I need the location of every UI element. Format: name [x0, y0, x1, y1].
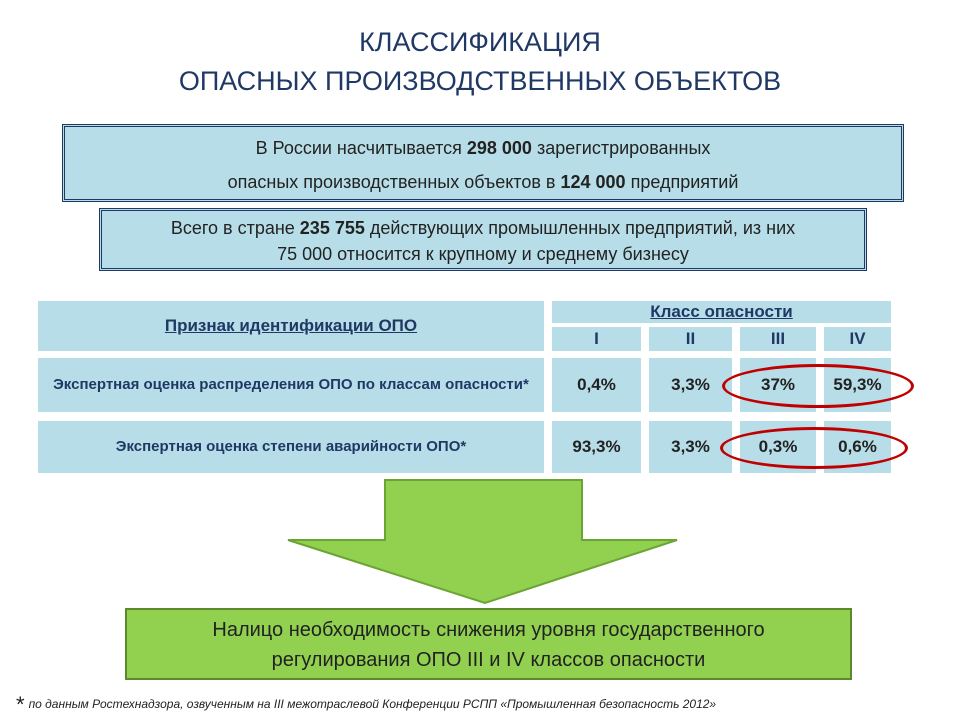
conclusion-line-1: Налицо необходимость снижения уровня государственного	[212, 619, 765, 641]
enterprise-count: 124 000	[560, 172, 626, 192]
highlight-oval-row-1	[722, 364, 914, 408]
text-fragment: Всего в стране	[170, 218, 300, 238]
registered-objects-box	[62, 124, 904, 202]
title-line-1: КЛАССИФИКАЦИЯ	[359, 27, 601, 57]
table-cell: 3,3%	[649, 358, 732, 412]
text-fragment: В России насчитывается	[255, 138, 467, 158]
class-header-text: Класс опасности	[650, 302, 793, 321]
highlight-oval-row-2	[720, 427, 908, 469]
row-label-distribution: Экспертная оценка распределения ОПО по классам опасности*	[38, 358, 544, 412]
criterion-header	[38, 301, 544, 351]
text-fragment: предприятий	[625, 172, 739, 192]
class-col-II: II	[649, 327, 732, 351]
down-arrow-icon	[280, 478, 680, 606]
registered-count: 298 000	[466, 138, 532, 158]
table-cell: 3,3%	[649, 421, 732, 473]
table-cell: 0,4%	[552, 358, 641, 412]
table-cell: 37%	[740, 358, 816, 412]
class-col-IV: IV	[824, 327, 891, 351]
industrial-enterprises-line-1	[102, 215, 864, 241]
text-fragment: зарегистрированных	[531, 138, 711, 158]
industrial-enterprises-line-2: 75 000 относится к крупному и среднему бизнесу	[277, 244, 689, 264]
registered-objects-line-1	[65, 131, 901, 165]
active-enterprises-count: 235 755	[299, 218, 365, 238]
footnote-star: *	[16, 692, 25, 717]
footnote-text: по данным Ростехнадзора, озвученным на III межотраслевой Конференции РСПП «Промышленная безопасность 2012»	[28, 697, 717, 711]
table-cell: 0,6%	[824, 421, 891, 473]
industrial-enterprises-box	[99, 208, 867, 271]
table-cell: 0,3%	[740, 421, 816, 473]
title-line-2: ОПАСНЫХ ПРОИЗВОДСТВЕННЫХ ОБЪЕКТОВ	[178, 66, 782, 96]
row-label-accident-rate: Экспертная оценка степени аварийности ОПО*	[38, 421, 544, 473]
table-cell: 59,3%	[824, 358, 891, 412]
text-fragment: действующих промышленных предприятий, из них	[364, 218, 796, 238]
class-col-III: III	[740, 327, 816, 351]
criterion-header-text: Признак идентификации ОПО	[164, 316, 418, 335]
class-col-I: I	[552, 327, 641, 351]
registered-objects-line-2	[65, 165, 901, 199]
arrow-shape	[288, 480, 677, 603]
class-header	[552, 301, 891, 323]
footnote	[16, 688, 717, 717]
conclusion-line-2: регулирования ОПО III и IV классов опасности	[271, 649, 706, 671]
table-cell: 93,3%	[552, 421, 641, 473]
conclusion-box	[125, 608, 852, 680]
text-fragment: опасных производственных объектов в	[227, 172, 561, 192]
